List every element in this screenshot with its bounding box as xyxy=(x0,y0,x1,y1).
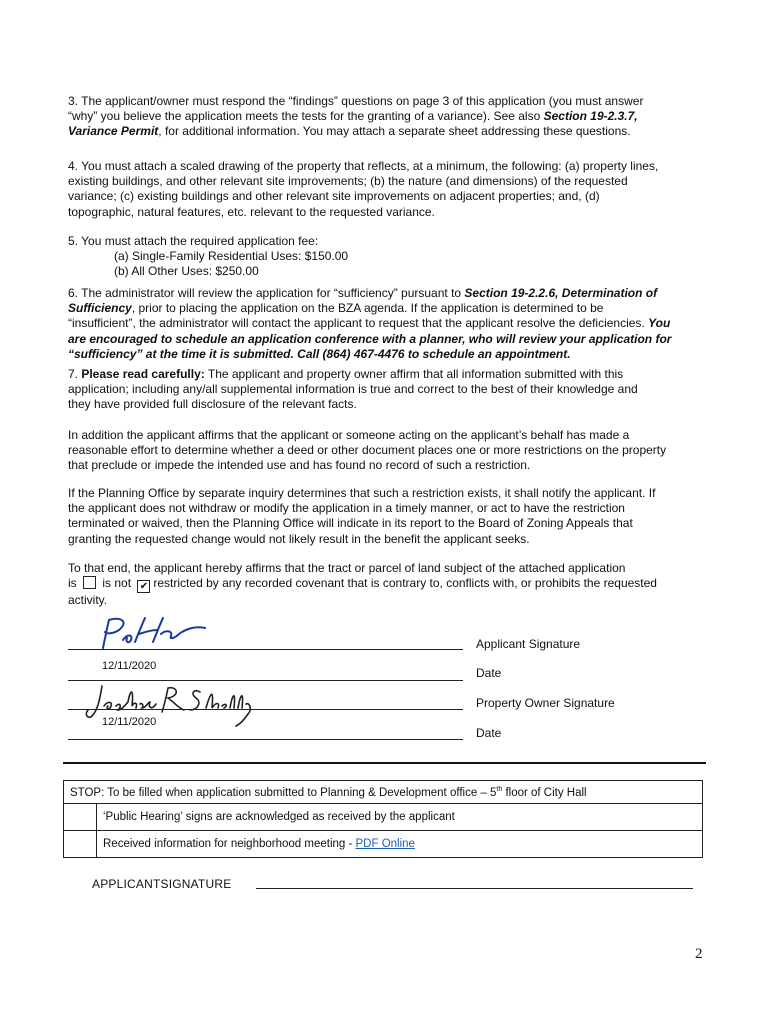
section-19-2-2-6-ref: Section 19-2.2.6, Determination of xyxy=(464,286,658,300)
item-4-line-4: topographic, natural features, etc. relevant to the requested variance. xyxy=(68,204,435,219)
table-row xyxy=(64,831,703,858)
affirm-line-2: reasonable effort to determine whether a deed or other document places one or more restrictions on the property xyxy=(68,443,667,458)
applicant-signature-label: Applicant Signature xyxy=(476,637,581,651)
item-3-line-2: “why” you believe the application meets the tests for the granting of a variance). See also xyxy=(68,109,544,124)
affirm-paragraph xyxy=(68,428,708,474)
stop-table-header: STOP: To be filled when application submitted to Planning & Development office – 5th floor of City Hall xyxy=(64,781,703,804)
item-5-paragraph xyxy=(68,234,708,280)
neighborhood-info-cell: Received information for neighborhood meeting - PDF Online xyxy=(97,831,703,858)
item-3-line-3: , for additional information. You may attach a separate sheet addressing these questions. xyxy=(158,124,631,139)
applicant-signature-final-line[interactable] xyxy=(256,888,693,889)
affirm-line-1: In addition the applicant affirms that the applicant or someone acting on the applicant’s behalf has made a xyxy=(68,428,630,442)
planning-line-1: If the Planning Office by separate inquiry determines that such a restriction exists, it shall notify the applicant. If xyxy=(68,486,656,500)
is-label: is xyxy=(68,576,77,591)
stop-table xyxy=(63,780,703,858)
item-4-line-1: 4. You must attach a scaled drawing of the property that reflects, at a minimum, the following: (a) property lines, xyxy=(68,159,659,173)
item-7-line-1: The applicant and property owner affirm that all information submitted with this xyxy=(204,367,624,381)
variance-permit-ref: Variance Permit xyxy=(68,124,159,139)
table-row xyxy=(64,804,703,831)
stop-table-header-row xyxy=(64,781,703,804)
item-6-line-4: are encouraged to schedule an application conference with a planner, who will review your application for xyxy=(68,331,672,346)
signs-acknowledged-text: ‘Public Hearing’ signs are acknowledged as received by the applicant xyxy=(97,804,703,831)
item-6-line-5: “sufficiency” at the time it is submitted. Call (864) 467-4476 to schedule an appointment. xyxy=(68,346,571,361)
covenant-line-2: restricted by any recorded covenant that is contrary to, conflicts with, or prohibits the requested xyxy=(153,576,657,591)
owner-date-line[interactable] xyxy=(68,739,463,740)
item-6-paragraph xyxy=(68,286,708,362)
item-6-line-1: 6. The administrator will review the application for “sufficiency” pursuant to xyxy=(68,286,465,300)
covenant-line-1: To that end, the applicant hereby affirms that the tract or parcel of land subject of the attached application xyxy=(68,561,626,575)
covenant-line-3: activity. xyxy=(68,593,108,608)
neighborhood-check-cell[interactable] xyxy=(64,831,97,858)
item-4-paragraph xyxy=(68,159,708,220)
fee-single-family: (a) Single-Family Residential Uses: $150.00 xyxy=(114,249,349,264)
is-checkbox[interactable] xyxy=(83,576,96,589)
owner-date-label: Date xyxy=(476,726,502,740)
item-6-line-3: “insufficient”, the administrator will contact the applicant to request that the applicant resolve the deficiencies. xyxy=(68,316,649,331)
item-6-line-2: , prior to placing the application on the BZA agenda. If the application is determined to be xyxy=(131,301,604,316)
planning-line-3: terminated or waived, then the Planning Office will indicate in its report to the Board of Zoning Appeals that xyxy=(68,516,633,531)
planning-office-paragraph xyxy=(68,486,708,547)
item-7-line-2: application; including any/all supplemental information is true and correct to the best of their knowledge and xyxy=(68,382,638,397)
applicant-date-value: 12/11/2020 xyxy=(102,660,157,672)
affirm-line-3: that preclude or impede the intended use and has found no record of such a restriction. xyxy=(68,458,531,473)
covenant-paragraph xyxy=(68,561,708,608)
item-4-line-3: variance; (c) existing buildings and other relevant site improvements on adjacent properties; and, (d) xyxy=(68,189,600,204)
fee-other-uses: (b) All Other Uses: $250.00 xyxy=(114,264,259,279)
applicant-signature-drawing xyxy=(95,612,210,654)
owner-signature-label: Property Owner Signature xyxy=(476,696,615,710)
item-5-line-1: 5. You must attach the required application fee: xyxy=(68,234,319,248)
section-divider xyxy=(63,762,706,764)
item-3-paragraph xyxy=(68,94,708,140)
is-not-checkbox[interactable]: ✔ xyxy=(137,580,150,593)
planning-line-2: the applicant does not withdraw or modify the application in a timely manner, or act to have the restriction xyxy=(68,501,625,516)
item-7-number: 7. xyxy=(68,367,82,381)
page-number: 2 xyxy=(695,946,703,962)
item-6-you: You xyxy=(648,316,671,331)
owner-signature-line[interactable] xyxy=(68,709,463,710)
sufficiency-ref: Sufficiency xyxy=(68,301,132,316)
owner-date-value: 12/11/2020 xyxy=(102,716,157,728)
is-not-label: is not xyxy=(102,576,132,591)
applicant-signature-caption: APPLICANTSIGNATURE xyxy=(92,877,232,891)
applicant-date-label: Date xyxy=(476,666,502,680)
please-read-carefully: Please read carefully: xyxy=(81,367,205,381)
signs-check-cell[interactable] xyxy=(64,804,97,831)
item-7-paragraph xyxy=(68,367,708,413)
applicant-signature-line[interactable] xyxy=(68,649,463,650)
item-7-line-3: they have provided full disclosure of the relevant facts. xyxy=(68,397,357,412)
pdf-online-link[interactable]: PDF Online xyxy=(355,838,415,850)
item-3-line-1: 3. The applicant/owner must respond the “findings” questions on page 3 of this application (you must answer xyxy=(68,94,644,108)
planning-line-4: granting the requested change would not likely result in the benefit the applicant seeks. xyxy=(68,531,530,546)
item-4-line-2: existing buildings, and other relevant site improvements; (b) the nature (and dimensions) of the requested xyxy=(68,174,628,189)
section-19-2-3-7-ref: Section 19-2.3.7, xyxy=(543,109,638,124)
